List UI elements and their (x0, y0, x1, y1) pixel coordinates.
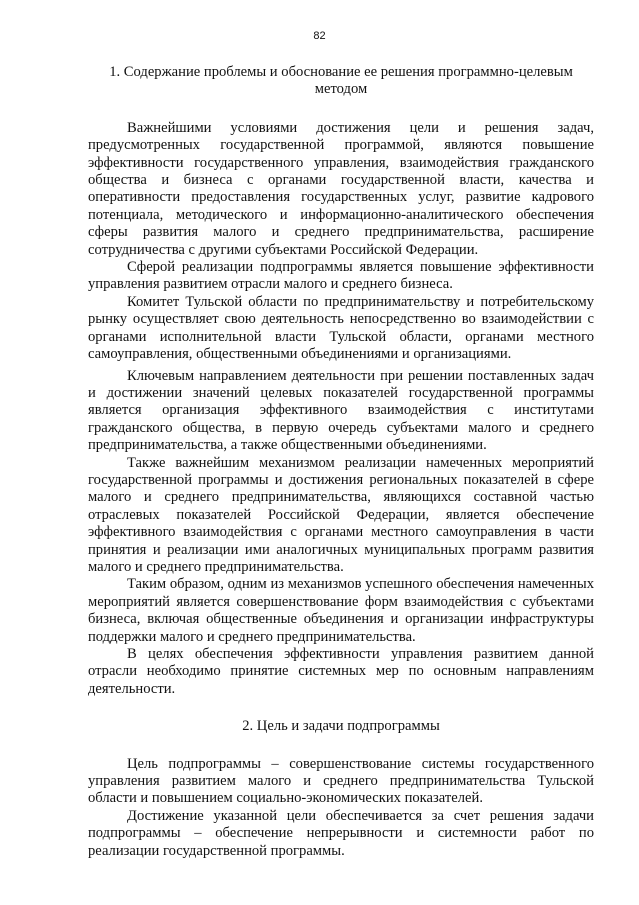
section-1-paragraph-2: Сферой реализации подпрограммы является повышение эффективности управления развитием отрасли малого и среднего бизнеса. (88, 259, 594, 293)
section-1-heading (88, 64, 594, 99)
section-2-paragraph-2: Достижение указанной цели обеспечивается за счет решения задачи подпрограммы – обеспечение непрерывности и системности работ по реализации государственной программы. (88, 807, 594, 859)
section-1-paragraph-6: Таким образом, одним из механизмов успешного обеспечения намеченных мероприятий является совершенствование форм взаимодействия с субъектами бизнеса, включая общественные объединения и организации инфраструктуры поддержки малого и среднего предпринимательства. (88, 576, 594, 645)
section-1-paragraph-4: Ключевым направлением деятельности при решении поставленных задач и достижении значений целевых показателей государственной программы является организация эффективного взаимодействия с институтами гражданского общества, в первую очередь субъектами малого и среднего предпринимательства, а также общественными объединениями. (88, 367, 594, 454)
section-1-heading-line-1: 1. Содержание проблемы и обоснование ее решения программно-целевым (109, 64, 573, 80)
section-2-heading: 2. Цель и задачи подпрограммы (242, 718, 440, 735)
section-1-paragraph-5: Также важнейшим механизмом реализации намеченных мероприятий государственной программы и достижения региональных показателей в сфере малого и среднего предпринимательства, являющихся составной частью отраслевых показателей Российской Федерации, является обеспечение эффективного взаимодействия с органами местного самоуправления в части принятия и реализации ими аналогичных муниципальных программ развития малого и среднего предпринимательства. (88, 454, 594, 575)
page-number: 82 (313, 30, 326, 42)
section-1-heading-line-2: методом (314, 81, 368, 98)
document-body (88, 64, 594, 860)
section-1-paragraph-1: Важнейшими условиями достижения цели и решения задач, предусмотренных государственной программой, являются повышение эффективности государственного управления, взаимодействия гражданского общества и бизнеса с органами государственной власти, качества и оперативности предоставления государственных услуг, развитие кадрового потенциала, методического и информационно-аналитического обеспечения сферы развития малого и среднего предпринимательства, расширение сотрудничества с другими субъектами Российской Федерации. (88, 119, 594, 258)
section-1-paragraph-7: В целях обеспечения эффективности управления развитием данной отрасли необходимо принятие системных мер по основным направлениям деятельности. (88, 646, 594, 697)
section-1-paragraph-3: Комитет Тульской области по предпринимательству и потребительскому рынку осуществляет свою деятельность непосредственно во взаимодействии с органами исполнительной власти Тульской области, органами местного самоуправления, общественными объединениями и организациями. (88, 293, 594, 363)
section-2-paragraph-1: Цель подпрограммы – совершенствование системы государственного управления развитием малого и среднего предпринимательства Тульской области и повышением социально-экономических показателей. (88, 755, 594, 807)
